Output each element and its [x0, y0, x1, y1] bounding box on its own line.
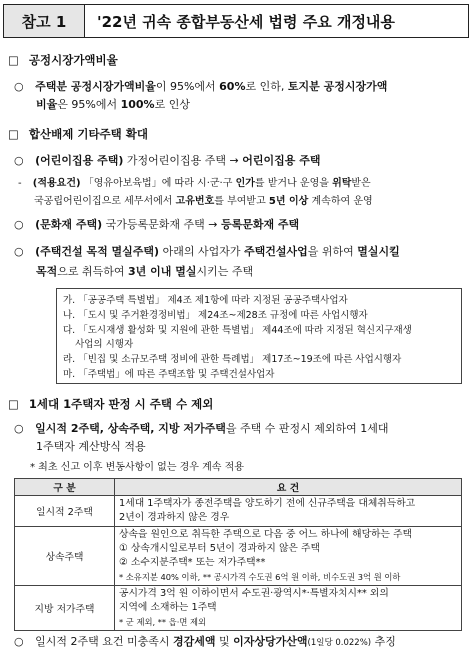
daycare-item: ○ (어린이집용 주택) 가정어린이집용 주택 → 어린이집용 주택 [14, 154, 321, 167]
section-heading: 공정시장가액비율 [28, 53, 118, 67]
operator-list-item: 가. 「공공주택 특별법」 제4조 제1항에 따라 지정된 공공주택사업자 [63, 295, 348, 306]
table-header-requirement: 요 건 [115, 479, 462, 496]
requirements-table [14, 478, 462, 631]
exclusion-item-line2: 1주택자 계산방식 적용 [36, 440, 146, 453]
table-row [15, 496, 462, 527]
clawback-item: ○ 일시적 2주택 요건 미충족시 경감세액 및 이자상당가산액(1일당 0.022%) 추징 [14, 635, 396, 648]
circle-bullet-icon: ○ [14, 154, 24, 167]
page-title: '22년 귀속 종합부동산세 법령 주요 개정내용 [97, 12, 395, 31]
reference-tag: 참고 1 [4, 5, 85, 37]
row-label: 지방 저가주택 [15, 586, 115, 631]
heritage-item: ○ (문화재 주택) 국가등록문화재 주택 → 등록문화재 주택 [14, 218, 300, 231]
row-footnote: * 군 제외, ** 읍·면 제외 [119, 617, 207, 627]
section-house-count-exclusion [8, 396, 213, 412]
square-bullet-icon: □ [8, 397, 19, 411]
circle-bullet-icon: ○ [14, 245, 24, 258]
demolition-item-line1: ○ (주택건설 목적 멸실주택) 아래의 사업자가 주택건설사업을 위하여 멸실시킬 [14, 245, 400, 258]
table-header-category: 구 분 [15, 479, 115, 496]
demolition-item-line2: 목적으로 취득하여 3년 이내 멸실시키는 주택 [36, 265, 254, 278]
operator-list-item: 라. 「빈집 및 소규모주택 정비에 관한 특례법」 제17조~19조에 따른 사업시행자 [63, 354, 402, 365]
row-footnote: * 소유지분 40% 이하, ** 공시가격 수도권 6억 원 이하, 비수도권 3억 원 이하 [119, 572, 401, 582]
operator-list-item: 나. 「도시 및 주거환경정비법」 제24조~제28조 규정에 따른 사업시행자 [63, 310, 368, 321]
row-label: 상속주택 [15, 527, 115, 586]
section-fair-market-ratio [8, 52, 118, 68]
section-heading: 합산배제 기타주택 확대 [28, 127, 148, 141]
ratio-item-line1: ○ 주택분 공정시장가액비율이 95%에서 60%로 인하, 토지분 공정시장가액 [14, 80, 388, 93]
operator-list-item: 사업의 시행자 [63, 339, 134, 350]
table-header-row [15, 479, 462, 496]
dash-bullet: - [18, 178, 22, 189]
table-row [15, 586, 462, 631]
operator-list-item: 마. 「주택법」에 따른 주택조합 및 주택건설사업자 [63, 369, 275, 380]
section-exclusion-expansion [8, 126, 148, 142]
section-heading: 1세대 1주택자 판정 시 주택 수 제외 [28, 397, 214, 411]
daycare-requirement-line1: - (적용요건) 「영유아보육법」에 따라 시·군·구 인가를 받거나 운영을 위탁받은 [18, 178, 371, 189]
circle-bullet-icon: ○ [14, 218, 24, 231]
exclusion-item-line1: ○ 일시적 2주택, 상속주택, 지방 저가주택을 주택 수 판정시 제외하여 1세대 [14, 422, 389, 435]
circle-bullet-icon: ○ [14, 80, 24, 93]
row-label: 일시적 2주택 [15, 496, 115, 527]
daycare-requirement-line2: 국공립어린이집으로 세무서에서 고유번호를 부여받고 5년 이상 계속하여 운영 [34, 196, 373, 207]
ratio-item-line2: 비율은 95%에서 100%로 인상 [36, 98, 190, 111]
square-bullet-icon: □ [8, 127, 19, 141]
row-requirement: 공시가격 3억 원 이하이면서 수도권·광역시*·특별자치시** 외의 지역에 소재하는 1주택 * 군 제외, ** 읍·면 제외 [115, 586, 462, 631]
table-row [15, 527, 462, 586]
exclusion-note: * 최초 신고 이후 변동사항이 없는 경우 계속 적용 [30, 462, 244, 473]
circle-bullet-icon: ○ [14, 635, 24, 648]
row-requirement: 1세대 1주택자가 종전주택을 양도하기 전에 신규주택을 대체취득하고 2년이 경과하지 않은 경우 [115, 496, 462, 527]
title-bar [3, 4, 469, 38]
operator-list-box [56, 288, 462, 384]
circle-bullet-icon: ○ [14, 422, 24, 435]
row-requirement: 상속을 원인으로 취득한 주택으로 다음 중 어느 하나에 해당하는 주택 ① 상속개시일로부터 5년이 경과하지 않은 주택 ② 소수지분주택* 또는 저가주택** * 소유지분 40% 이하, ** 공시가격 수도권 6억 원 이하, 비수도권 3억 원 이하 [115, 527, 462, 586]
square-bullet-icon: □ [8, 53, 19, 67]
operator-list-item: 다. 「도시재생 활성화 및 지원에 관한 특별법」 제44조에 따라 지정된 혁신지구재생 [63, 325, 412, 336]
